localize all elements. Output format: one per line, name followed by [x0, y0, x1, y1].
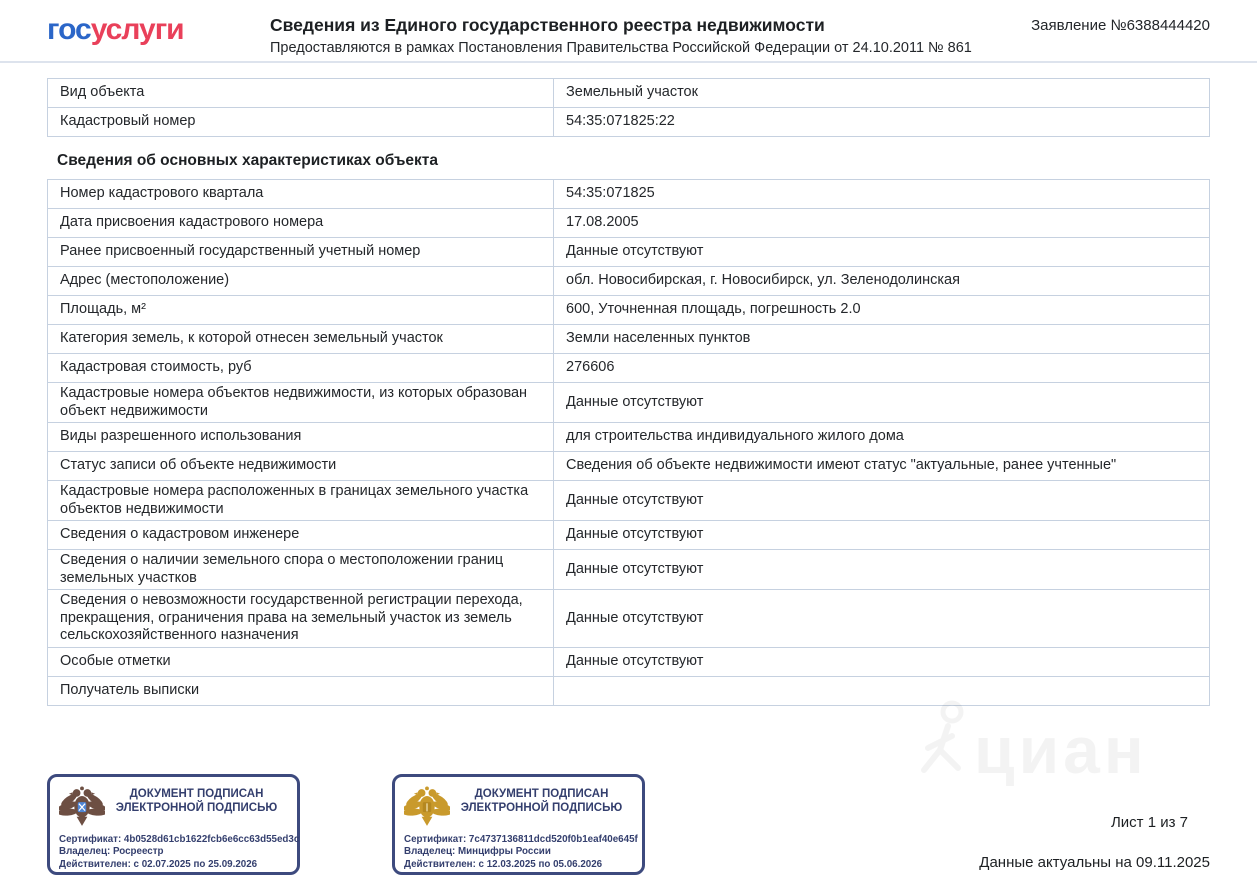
stamp-certificate: Сертификат: 7c4737136811dcd520f0b1eaf40e645f — [404, 833, 638, 845]
russia-coat-of-arms-icon — [404, 783, 450, 829]
row-label: Категория земель, к которой отнесен земельный участок — [48, 325, 554, 354]
table-row — [48, 238, 1210, 267]
application-number: Заявление №6388444420 — [1031, 17, 1210, 34]
row-value: обл. Новосибирская, г. Новосибирск, ул. Зеленодолинская — [554, 267, 1210, 296]
section-title: Сведения об основных характеристиках объекта — [57, 152, 439, 169]
row-value: Земельный участок — [554, 79, 1210, 108]
row-value: Данные отсутствуют — [554, 383, 1210, 423]
row-label: Кадастровая стоимость, руб — [48, 354, 554, 383]
stamp-validity: Действителен: с 02.07.2025 по 25.09.2026 — [59, 858, 258, 870]
row-label: Особые отметки — [48, 647, 554, 676]
row-value: Данные отсутствуют — [554, 550, 1210, 590]
signatures-and-footer — [47, 774, 1210, 875]
row-label: Виды разрешенного использования — [48, 423, 554, 452]
row-value: Земли населенных пунктов — [554, 325, 1210, 354]
row-label: Ранее присвоенный государственный учетный номер — [48, 238, 554, 267]
table-row — [48, 79, 1210, 108]
document-body — [0, 78, 1257, 875]
row-label: Кадастровые номера объектов недвижимости, из которых образован объект недвижимости — [48, 383, 554, 423]
row-label: Вид объекта — [48, 79, 554, 108]
page-indicator: Лист 1 из 7 — [1110, 813, 1188, 831]
stamp-title: ДОКУМЕНТ ПОДПИСАН ЭЛЕКТРОННОЙ ПОДПИСЬЮ — [460, 787, 623, 814]
row-label: Сведения о невозможности государственной регистрации перехода, прекращения, ограничения права на земельный участок из земель сельскохозяйственного назначения — [48, 590, 554, 648]
row-value: 54:35:071825:22 — [554, 108, 1210, 137]
signature-stamp-mincifry — [392, 774, 645, 875]
data-actuality-date: Данные актуальны на 09.11.2025 — [979, 853, 1210, 871]
row-value: Данные отсутствуют — [554, 521, 1210, 550]
object-summary-table — [47, 78, 1210, 137]
rosreestr-emblem-icon — [59, 783, 105, 829]
row-label: Получатель выписки — [48, 676, 554, 705]
stamp-owner: Владелец: Росреестр — [59, 846, 164, 857]
table-row — [48, 676, 1210, 705]
table-row — [48, 590, 1210, 648]
logo-text-gos: гос — [47, 13, 91, 46]
row-value: Данные отсутствуют — [554, 647, 1210, 676]
row-value: 276606 — [554, 354, 1210, 383]
signature-stamp-rosreestr — [47, 774, 300, 875]
row-value: для строительства индивидуального жилого дома — [554, 423, 1210, 452]
row-value: Данные отсутствуют — [554, 590, 1210, 648]
row-label: Адрес (местоположение) — [48, 267, 554, 296]
table-row — [48, 521, 1210, 550]
row-label: Сведения о кадастровом инженере — [48, 521, 554, 550]
header-title-block — [270, 13, 1011, 58]
row-label: Площадь, м² — [48, 296, 554, 325]
table-row — [48, 267, 1210, 296]
row-value: 600, Уточненная площадь, погрешность 2.0 — [554, 296, 1210, 325]
row-value: 54:35:071825 — [554, 180, 1210, 209]
stamp-owner: Владелец: Минцифры России — [404, 846, 551, 857]
row-value: Сведения об объекте недвижимости имеют статус "актуальные, ранее учтенные" — [554, 452, 1210, 481]
row-label: Сведения о наличии земельного спора о местоположении границ земельных участков — [48, 550, 554, 590]
row-label: Кадастровый номер — [48, 108, 554, 137]
stamp-validity: Действителен: с 12.03.2025 по 05.06.2026 — [404, 858, 603, 870]
row-label: Статус записи об объекте недвижимости — [48, 452, 554, 481]
stamp-title: ДОКУМЕНТ ПОДПИСАН ЭЛЕКТРОННОЙ ПОДПИСЬЮ — [115, 787, 278, 814]
table-row — [48, 383, 1210, 423]
table-row — [48, 452, 1210, 481]
gosuslugi-logo — [47, 13, 270, 47]
document-title: Сведения из Единого государственного реестра недвижимости — [270, 15, 825, 35]
table-row — [48, 550, 1210, 590]
row-label: Дата присвоения кадастрового номера — [48, 209, 554, 238]
row-value: Данные отсутствуют — [554, 238, 1210, 267]
stamp-certificate: Сертификат: 4b0528d61cb1622fcb6e6cc63d55ed3c — [59, 833, 300, 845]
row-label: Кадастровые номера расположенных в границах земельного участка объектов недвижимости — [48, 481, 554, 521]
row-value: 17.08.2005 — [554, 209, 1210, 238]
table-row — [48, 296, 1210, 325]
table-row — [48, 481, 1210, 521]
table-row — [48, 180, 1210, 209]
table-row — [48, 325, 1210, 354]
table-row — [48, 354, 1210, 383]
table-row — [48, 209, 1210, 238]
document-subtitle: Предоставляются в рамках Постановления Правительства Российской Федерации от 24.10.2011 № 861 — [270, 40, 972, 56]
table-row — [48, 423, 1210, 452]
row-value — [554, 676, 1210, 705]
table-row — [48, 108, 1210, 137]
footer-block — [979, 774, 1210, 871]
document-header — [0, 0, 1257, 63]
row-label: Номер кадастрового квартала — [48, 180, 554, 209]
row-value: Данные отсутствуют — [554, 481, 1210, 521]
characteristics-table — [47, 179, 1210, 706]
logo-text-uslugi: услуги — [90, 13, 184, 46]
table-row — [48, 647, 1210, 676]
